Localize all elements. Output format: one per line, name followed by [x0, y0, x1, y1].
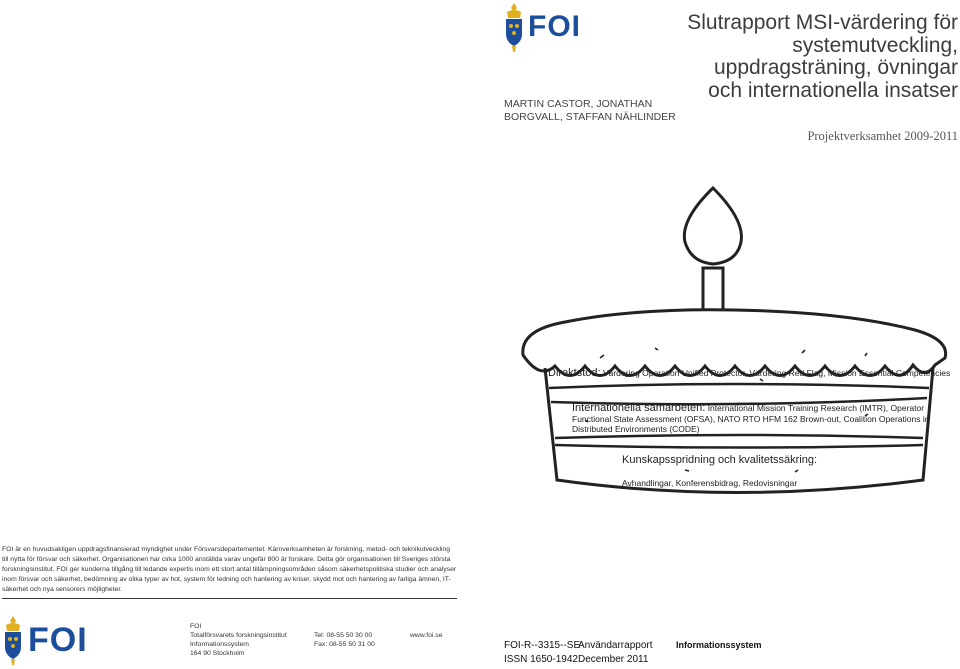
address-line: Totalförsvarets forskningsinstitut [190, 632, 287, 639]
crest-icon [503, 2, 525, 52]
department: Informationssystem [676, 640, 762, 650]
title-line: systemutveckling, [792, 33, 958, 57]
logo-wordmark: FOI [28, 620, 88, 659]
report-date: December 2011 [578, 654, 649, 665]
report-number: FOI-R--3315--SE [504, 640, 581, 651]
flame-icon [684, 188, 741, 264]
title-line: uppdragsträning, övningar [713, 56, 958, 79]
fax: Fax: 08-55 50 31 00 [314, 641, 375, 648]
tier2-label [572, 403, 929, 435]
title-line: och internationella insatser [708, 78, 958, 102]
report-subtitle: Projektverksamhet 2009-2011 [807, 129, 958, 143]
issn: ISSN 1650-1942 [504, 654, 578, 665]
report-title [658, 12, 958, 102]
contact-block [314, 631, 375, 649]
address-block [190, 622, 287, 658]
website-link[interactable]: www.foi.se [410, 632, 443, 639]
report-type: Användarrapport [578, 640, 653, 651]
address-line: 164 90 Stockholm [190, 650, 245, 657]
tier2-text: International Mission Training Research (IMTR), Operator [707, 403, 925, 413]
logo-wordmark: FOI [528, 10, 581, 43]
address-line: Informationssystem [190, 641, 249, 648]
title-line: Slutrapport MSI-värdering för [687, 11, 958, 34]
tier2-text: Distributed Environments (CODE) [572, 424, 700, 434]
foi-logo-bottom [2, 615, 88, 665]
tier2-heading: Internationella samarbeten: [572, 402, 706, 414]
tier2-text: Functional State Assessment (OFSA), NATO RTO HFM 162 Brown-out, Coalition Operations in [572, 413, 930, 424]
organisation-description: FOI är en huvudsakligen uppdragsfinansierad myndighet under Försvarsdepartementet. Kärnverksamheten är forskning, metod- och teknikutveckling till nytta för försvar och säkerhet. Organisationen har cirka 1000 anställda varav ungefär 800 är forskare. Detta gör organisationen till Sveriges största forskningsinstitut. FOI ger kunderna tillgång till ledande expertis inom ett stort antal tillämpningsområden såsom säkerhetspolitiska studier och analyser inom försvar och säkerhet, bedömning av olika typer av hot, system för ledning och hantering av kriser, skydd mot och hantering av farliga ämnen, IT-säkerhet och nya sensorers möjligheter. [2, 546, 457, 593]
tier1-label [548, 367, 950, 379]
divider [2, 598, 457, 599]
foi-logo-top [503, 2, 581, 52]
authors: MARTIN CASTOR, JONATHAN BORGVALL, STAFFAN NÄHLINDER [504, 98, 676, 123]
tier3-heading: Kunskapsspridning och kvalitetssäkring: [622, 454, 818, 466]
tier1-text: Värdering Operation Unified Protector, Värdering Red Flag, Mission Essential Competencies [602, 368, 951, 378]
tier1-heading: Direktstöd: [548, 367, 601, 379]
tier3-text: Avhandlingar, Konferensbidrag, Redovisningar [622, 478, 798, 488]
phone: Tel: 08-55 50 30 00 [314, 632, 373, 639]
crest-icon [2, 615, 24, 665]
address-line: FOI [190, 623, 202, 630]
